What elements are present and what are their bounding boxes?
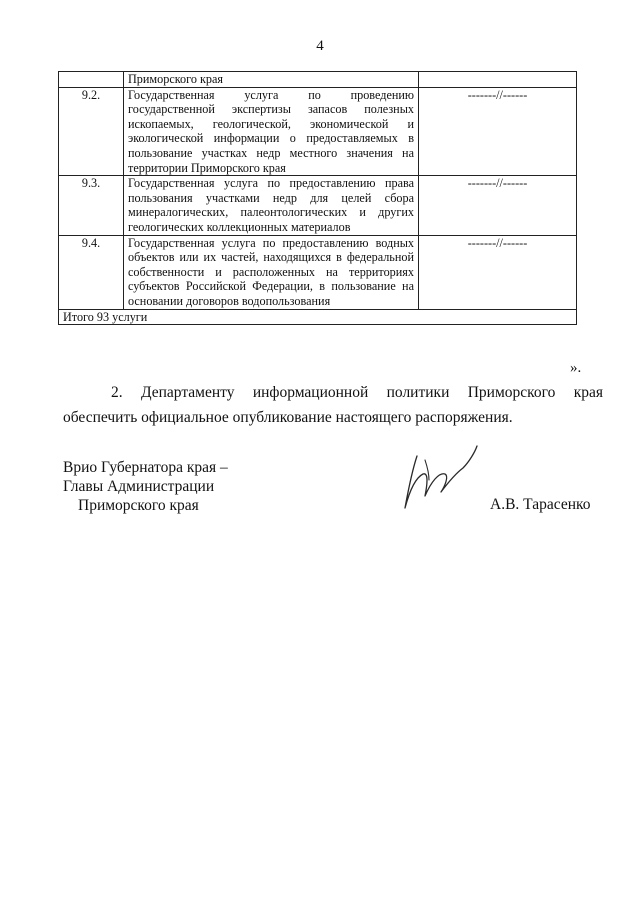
service-name: Приморского края	[124, 72, 419, 88]
row-number	[59, 72, 124, 88]
row-note: -------//------	[419, 235, 577, 309]
service-name: Государственная услуга по предоставлению водных объектов или их частей, находящихся в федеральной собственности и расположенных на территориях субъектов Российской Федерации, в пользование на основании договоров водопользования	[124, 235, 419, 309]
table-total: Итого 93 услуги	[59, 309, 577, 325]
table-row	[59, 72, 577, 88]
table-row	[59, 235, 577, 309]
position-line: Врио Губернатора края –	[63, 459, 228, 476]
row-note: -------//------	[419, 176, 577, 235]
handwritten-signature	[395, 438, 485, 518]
service-name: Государственная услуга по предоставлению права пользования участками недр для целей сбора минералогических, палеонтологических и других геологических коллекционных материалов	[124, 176, 419, 235]
closing-quote: ».	[570, 360, 582, 376]
position-line: Главы Администрации	[63, 478, 215, 495]
row-note: -------//------	[419, 87, 577, 176]
row-note	[419, 72, 577, 88]
signatory-name: А.В. Тарасенко	[490, 496, 591, 513]
table-row	[59, 176, 577, 235]
services-table	[58, 71, 577, 325]
signatory-position	[63, 458, 228, 515]
service-name: Государственная услуга по проведению государственной экспертизы запасов полезных ископаемых, геологической, экономической и экологической информации о предоставляемых в пользование участках недр местного значения на территории Приморского края	[124, 87, 419, 176]
row-number: 9.3.	[59, 176, 124, 235]
page-number: 4	[316, 38, 324, 54]
table-row	[59, 87, 577, 176]
position-line: Приморского края	[78, 497, 199, 514]
row-number: 9.2.	[59, 87, 124, 176]
order-paragraph: 2. Департаменту информационной политики Приморского края обеспечить официальное опубликование настоящего распоряжения.	[63, 384, 603, 426]
row-number: 9.4.	[59, 235, 124, 309]
table-total-row	[59, 309, 577, 325]
